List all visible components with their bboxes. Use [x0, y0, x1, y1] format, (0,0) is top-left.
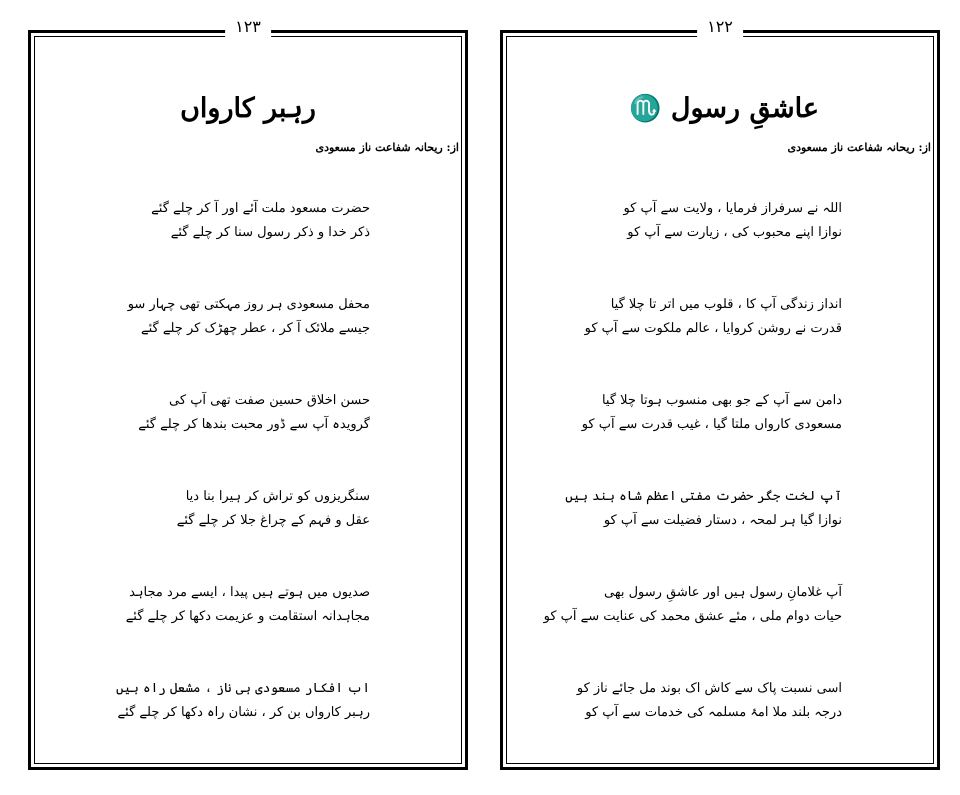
verse-line: حسن اخلاق حسین صفت تھی آپ کی [169, 393, 370, 408]
verse-line: انداز زندگی آپ کا ، قلوب میں اتر تا چلا گیا [610, 297, 842, 312]
right-page [500, 17, 940, 770]
stanza [542, 293, 842, 389]
verse-line: حضرت مسعود ملت آئے اور آ کر چلے گئے [151, 201, 370, 216]
verse-line: قدرت نے روشن کروایا ، عالم ملکوت سے آپ کو [584, 321, 842, 336]
verse-line: اب افکار مسعودی ہی ناز ، مشعل راہ ہیں [116, 681, 370, 696]
verse-line: مجاہدانہ استقامت و عزیمت دکھا کر چلے گئے [125, 609, 370, 624]
stanza [70, 197, 370, 293]
poem-title [31, 93, 465, 124]
verse-line: گرویدہ آپ سے ڈور محبت بندھا کر چلے گئے [138, 417, 370, 432]
stanza [542, 677, 842, 773]
page-number: ۱۲۲ [697, 17, 743, 37]
scorpio-symbol-icon: ♏ [629, 94, 662, 124]
verse-line: عقل و فہم کے چراغ جلا کر چلے گئے [176, 513, 370, 528]
poem-body [542, 197, 842, 773]
verse-line: رہبر کارواں بن کر ، نشان راہ دکھا کر چلے گئے [117, 705, 370, 720]
verse-line: نوازا گیا ہر لمحہ ، دستار فضیلت سے آپ کو [603, 513, 842, 528]
stanza [70, 389, 370, 485]
stanza [542, 389, 842, 485]
verse-line: نوازا اپنے محبوب کی ، زیارت سے آپ کو [627, 225, 842, 240]
poem-title [503, 93, 937, 124]
verse-line: مسعودی کارواں ملتا گیا ، غیب قدرت سے آپ کو [581, 417, 842, 432]
stanza [542, 197, 842, 293]
verse-line: سنگریزوں کو تراش کر ہیرا بنا دیا [185, 489, 370, 504]
verse-line: صدیوں میں ہوتے ہیں پیدا ، ایسے مرد مجاہد [129, 585, 370, 600]
verse-line: محفل مسعودی ہر روز مہکتی تھی چہار سو [127, 297, 370, 312]
page-number: ۱۲۳ [225, 17, 271, 37]
stanza [542, 485, 842, 581]
poem-title-text: عاشقِ رسول [670, 93, 819, 124]
stanza [70, 485, 370, 581]
author-line: از: ریحانہ شفاعت ناز مسعودی [315, 141, 459, 154]
verse-line: آپ لخت جگر حضرت مفتی اعظم شاہ ہند ہیں [565, 489, 842, 504]
author-line: از: ریحانہ شفاعت ناز مسعودی [787, 141, 931, 154]
poem-body [70, 197, 370, 773]
stanza [542, 581, 842, 677]
poem-title-text: رہبر کارواں [180, 93, 316, 124]
verse-line: جیسے ملائک آ کر ، عطر چھڑک کر چلے گئے [141, 321, 370, 336]
stanza [70, 677, 370, 773]
verse-line: حیات دوام ملی ، مئے عشق محمد کی عنایت سے آپ کو [543, 609, 842, 624]
verse-line: درجہ بلند ملا امۂ مسلمہ کی خدمات سے آپ کو [585, 705, 842, 720]
verse-line: دامن سے آپ کے جو بھی منسوب ہوتا چلا گیا [601, 393, 842, 408]
verse-line: آپ غلامانِ رسول ہیں اور عاشقِ رسول بھی [604, 585, 842, 600]
stanza [70, 581, 370, 677]
left-page [28, 17, 468, 770]
verse-line: ذکر خدا و ذکر رسول سنا کر چلے گئے [170, 225, 370, 240]
stanza [70, 293, 370, 389]
verse-line: اسی نسبت پاک سے کاش اک بوند مل جائے ناز کو [576, 681, 842, 696]
verse-line: اللہ نے سرفراز فرمایا ، ولایت سے آپ کو [623, 201, 842, 216]
